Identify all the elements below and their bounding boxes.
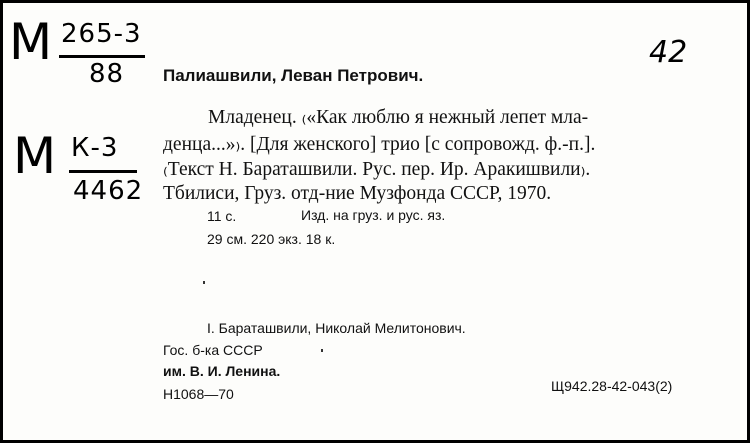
language-note: Изд. на груз. и рус. яз. <box>301 207 446 223</box>
shelfmark-1-letter: М <box>9 13 53 71</box>
description-line-4: Тбилиси, Груз. отд-ние Музфонда СССР, 1970. <box>163 183 552 204</box>
pages: 11 с. <box>207 208 237 224</box>
description-line-3: ₍Текст Н. Бараташвили. Рус. пер. Ир. Аракишвили₎. <box>163 159 591 180</box>
added-entry: I. Бараташвили, Николай Мелитонович. <box>207 320 466 336</box>
card-number: Н1068—70 <box>163 386 234 402</box>
library-line-1: Гос. б-ка СССР <box>163 342 263 358</box>
description-line-1: Младенец. ₍«Как люблю я нежный лепет мла- <box>208 107 589 128</box>
speck <box>203 281 205 284</box>
shelfmark-2-divider <box>69 170 137 173</box>
shelfmark-1-bottom: 88 <box>89 59 125 89</box>
shelfmark-1-divider <box>59 55 145 58</box>
library-line-2: им. В. И. Ленина. <box>163 363 281 379</box>
author-heading: Палиашвили, Леван Петрович. <box>163 66 424 85</box>
shelfmark-2-top: К-3 <box>71 133 119 163</box>
shelfmark-2-bottom: 4462 <box>73 176 144 206</box>
shelfmark-2-letter: М <box>13 127 57 185</box>
classification-code: Щ942.28-42-043(2) <box>551 378 673 394</box>
physical-description: 29 см. 220 экз. 18 к. <box>207 231 336 247</box>
description-line-2: денца...»₎. [Для женского] трио [с сопровожд. ф.-п.]. <box>163 134 596 155</box>
shelfmark-1-top: 265-3 <box>61 19 142 49</box>
speck <box>321 349 323 352</box>
corner-number: 42 <box>649 35 688 70</box>
